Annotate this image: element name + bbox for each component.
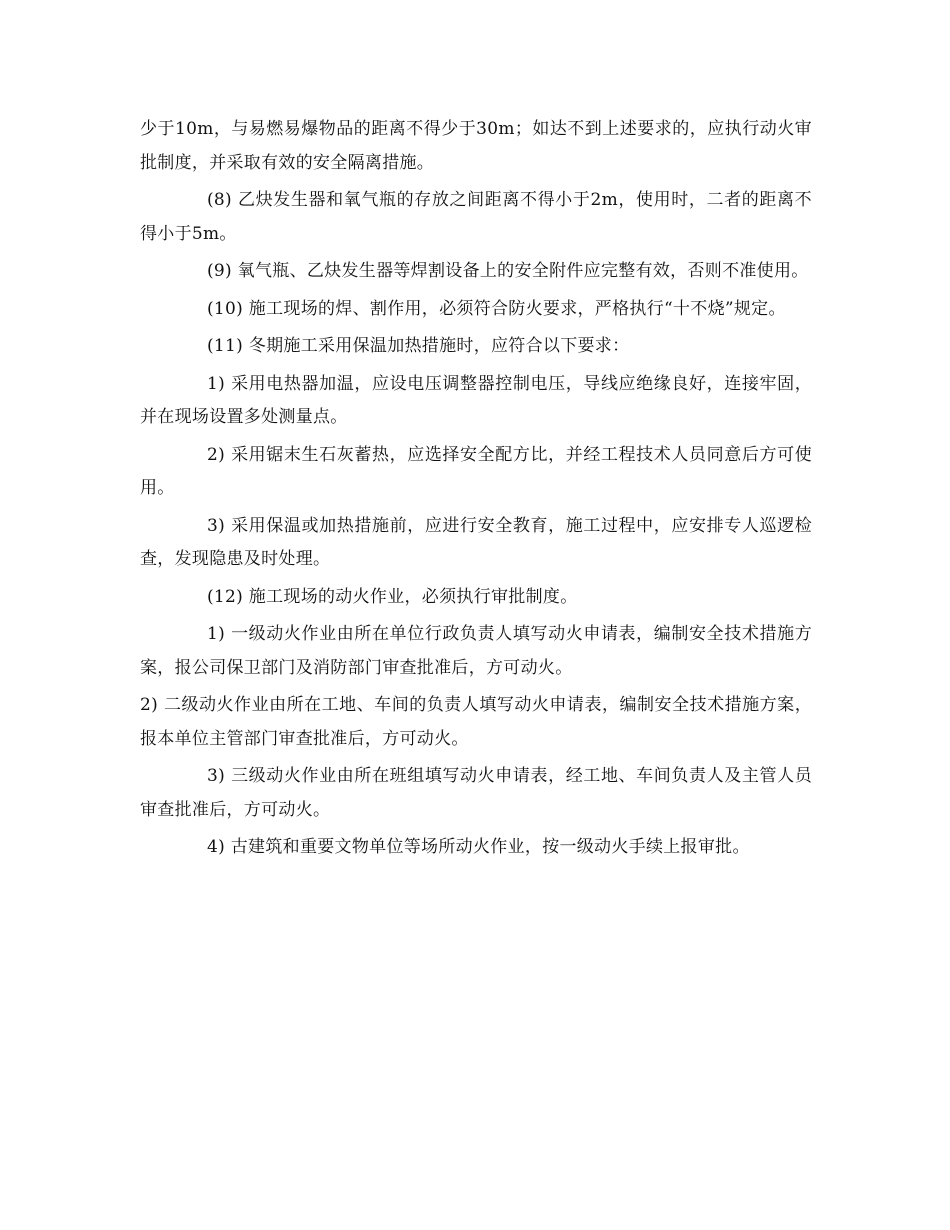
- paragraph-item-12-sub-1: 1) 一级动火作业由所在单位行政负责人填写动火申请表，编制安全技术措施方案，报公司保卫部门及消防部门审查批准后，方可动火。: [140, 624, 812, 678]
- paragraph-item-11: (11) 冬期施工采用保温加热措施时，应符合以下要求：: [207, 336, 630, 356]
- paragraph-item-11-sub-3: 3) 采用保温或加热措施前，应进行安全教育，施工过程中，应安排专人巡逻检查，发现隐患及时处理。: [140, 515, 812, 569]
- paragraph-item-10: (10) 施工现场的焊、割作用，必须符合防火要求，严格执行“十不烧”规定。: [207, 298, 786, 319]
- paragraph-item-12-sub-3: 3) 三级动火作业由所在班组填写动火申请表，经工地、车间负责人及主管人员审查批准后，方可动火。: [140, 766, 812, 820]
- paragraph-item-8: (8) 乙炔发生器和氧气瓶的存放之间距离不得小于2m，使用时，二者的距离不得小于5m。: [140, 190, 812, 244]
- paragraph-item-11-sub-1: 1) 采用电热器加温，应设电压调整器控制电压，导线应绝缘良好，连接牢固，并在现场设置多处测量点。: [140, 373, 812, 427]
- paragraph-item-11-sub-2: 2) 采用锯末生石灰蓄热，应选择安全配方比，并经工程技术人员同意后方可使用。: [140, 444, 812, 498]
- paragraph-item-12-sub-4: 4) 古建筑和重要文物单位等场所动火作业，按一级动火手续上报审批。: [207, 837, 750, 857]
- paragraph-item-9: (9) 氧气瓶、乙炔发生器等焊割设备上的安全附件应完整有效，否则不准使用。: [207, 261, 809, 281]
- paragraph-distance-continuation: 少于10m，与易燃易爆物品的距离不得少于30m；如达不到上述要求的，应执行动火审批制度，并采取有效的安全隔离措施。: [140, 119, 812, 173]
- document-body: [140, 113, 812, 869]
- paragraph-item-12-sub-2: 2) 二级动火作业由所在工地、车间的负责人填写动火申请表，编制安全技术措施方案，报本单位主管部门审查批准后，方可动火。: [140, 695, 812, 749]
- paragraph-item-12: (12) 施工现场的动火作业，必须执行审批制度。: [207, 586, 578, 607]
